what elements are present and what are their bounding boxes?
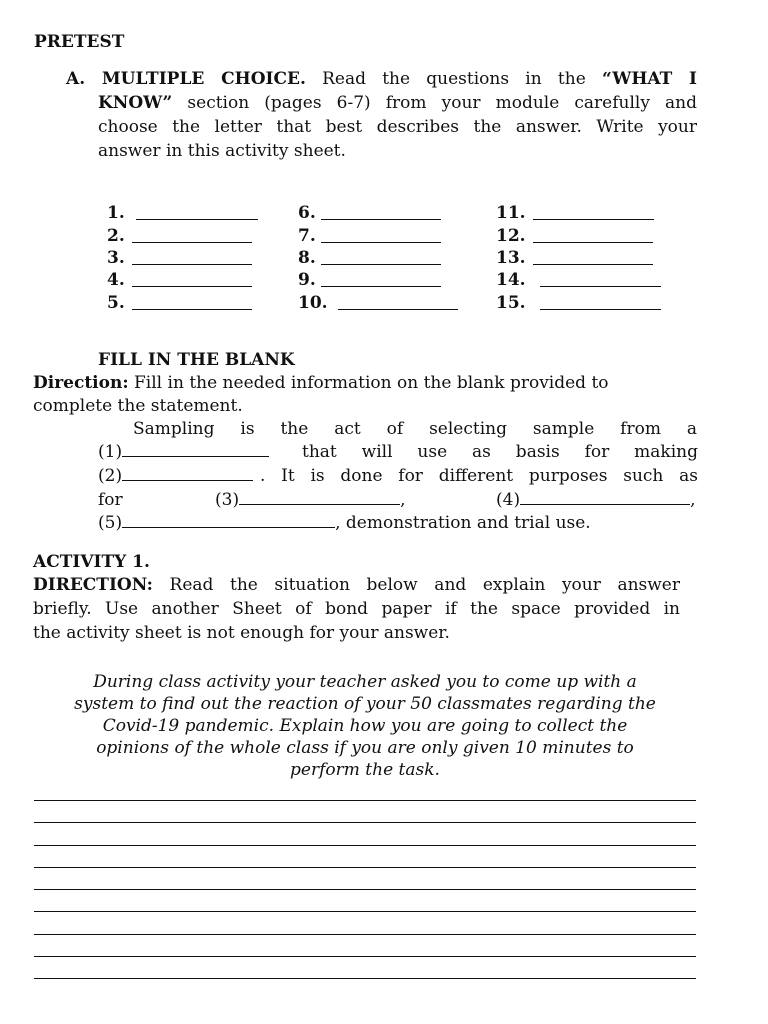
- activity-line-3: the activity sheet is not enough for your answer.: [33, 623, 450, 643]
- answer-number: 2.: [107, 226, 125, 246]
- answer-blank[interactable]: [540, 286, 661, 287]
- blank-number-3-group: [215, 490, 406, 510]
- answer-line[interactable]: [34, 978, 696, 979]
- answer-blank[interactable]: [321, 242, 441, 243]
- activity-line-2: briefly. Use another Sheet of bond paper if the space provided in: [33, 599, 680, 619]
- blank-number-1: (1): [98, 442, 123, 462]
- mc-line-2: [98, 93, 697, 113]
- answer-number: 13.: [496, 248, 526, 268]
- situation-line: system to find out the reaction of your 50 classmates regarding the: [74, 694, 656, 714]
- fill-line3-text: . It is done for different purposes such as: [260, 466, 698, 486]
- answer-blank[interactable]: [132, 242, 252, 243]
- mc-line-1: [66, 69, 697, 89]
- answer-line[interactable]: [34, 956, 696, 957]
- mc-line-3: choose the letter that best describes the answer. Write your: [98, 117, 697, 137]
- answer-number: 4.: [107, 270, 125, 290]
- answer-number: 15.: [496, 293, 526, 313]
- activity-direction: [33, 575, 680, 595]
- mc-label: A. MULTIPLE CHOICE.: [66, 69, 306, 89]
- answer-number: 14.: [496, 270, 526, 290]
- comma: ,: [690, 490, 696, 510]
- activity-title: ACTIVITY 1.: [33, 552, 150, 572]
- comma: ,: [400, 490, 406, 510]
- answer-blank[interactable]: [321, 219, 441, 220]
- mc-line-4: answer in this activity sheet.: [98, 141, 346, 161]
- answer-number: 9.: [298, 270, 316, 290]
- fill-blank-1[interactable]: [122, 456, 269, 457]
- mc-line1-text: Read the questions in the: [322, 69, 586, 89]
- answer-blank[interactable]: [321, 264, 441, 265]
- answer-number: 6.: [298, 203, 316, 223]
- answer-blank[interactable]: [533, 219, 654, 220]
- mc-line2-text: section (pages 6-7) from your module carefully and: [187, 93, 698, 113]
- situation-line: opinions of the whole class if you are only given 10 minutes to: [96, 738, 634, 758]
- answer-line[interactable]: [34, 867, 696, 868]
- answer-blank[interactable]: [338, 309, 458, 310]
- fill-blank-5[interactable]: [122, 527, 335, 528]
- answer-blank[interactable]: [321, 286, 441, 287]
- answer-number: 1.: [107, 203, 125, 223]
- mc-line2-bold: KNOW”: [98, 93, 173, 113]
- fill-direction: [33, 373, 693, 393]
- answer-number: 7.: [298, 226, 316, 246]
- fill-blank-3[interactable]: [239, 504, 400, 505]
- situation-line: During class activity your teacher asked you to come up with a: [93, 672, 637, 692]
- blank-number-3: (3): [215, 490, 240, 510]
- answer-blank[interactable]: [540, 309, 661, 310]
- fill-line-5: [98, 513, 698, 533]
- fill-line-2: [98, 442, 698, 462]
- answer-number: 12.: [496, 226, 526, 246]
- activity-direction-label: DIRECTION:: [33, 575, 153, 595]
- fill-blank-4[interactable]: [520, 504, 690, 505]
- fill-line2-text: that will use as basis for making: [302, 442, 698, 462]
- answer-line[interactable]: [34, 822, 696, 823]
- fill-direction-line-2: complete the statement.: [33, 396, 243, 416]
- fill-line-4: [98, 490, 698, 510]
- situation-line: Covid-19 pandemic. Explain how you are going to collect the: [102, 716, 628, 736]
- blank-number-4-group: [496, 490, 696, 510]
- answer-line[interactable]: [34, 889, 696, 890]
- fill-direction-label: Direction:: [33, 373, 129, 393]
- fill-blank-2[interactable]: [122, 480, 253, 481]
- fill-line-3: [98, 466, 698, 486]
- answer-line[interactable]: [34, 934, 696, 935]
- answer-blank[interactable]: [132, 264, 252, 265]
- answer-line[interactable]: [34, 911, 696, 912]
- answer-blank[interactable]: [132, 286, 252, 287]
- for-word: for: [98, 490, 123, 510]
- fill-line5-text: , demonstration and trial use.: [335, 513, 591, 533]
- answer-blank[interactable]: [132, 309, 252, 310]
- fill-line-1: Sampling is the act of selecting sample from a: [133, 419, 697, 439]
- blank-number-5: (5): [98, 513, 123, 533]
- answer-blank[interactable]: [136, 219, 258, 220]
- fill-direction-text: Fill in the needed information on the blank provided to: [134, 373, 609, 393]
- situation-line: perform the task.: [290, 760, 440, 780]
- answer-number: 5.: [107, 293, 125, 313]
- answer-line[interactable]: [34, 845, 696, 846]
- page-title: PRETEST: [34, 32, 125, 52]
- answer-number: 3.: [107, 248, 125, 268]
- answer-number: 11.: [496, 203, 526, 223]
- answer-blank[interactable]: [533, 264, 653, 265]
- answer-number: 8.: [298, 248, 316, 268]
- answer-blank[interactable]: [533, 242, 653, 243]
- blank-number-4: (4): [496, 490, 521, 510]
- mc-line1-bold: “WHAT I: [602, 69, 698, 89]
- answer-number: 10.: [298, 293, 328, 313]
- blank-number-2: (2): [98, 466, 123, 486]
- answer-line[interactable]: [34, 800, 696, 801]
- fill-title: FILL IN THE BLANK: [98, 350, 295, 370]
- activity-direction-text: Read the situation below and explain your answer: [169, 575, 680, 595]
